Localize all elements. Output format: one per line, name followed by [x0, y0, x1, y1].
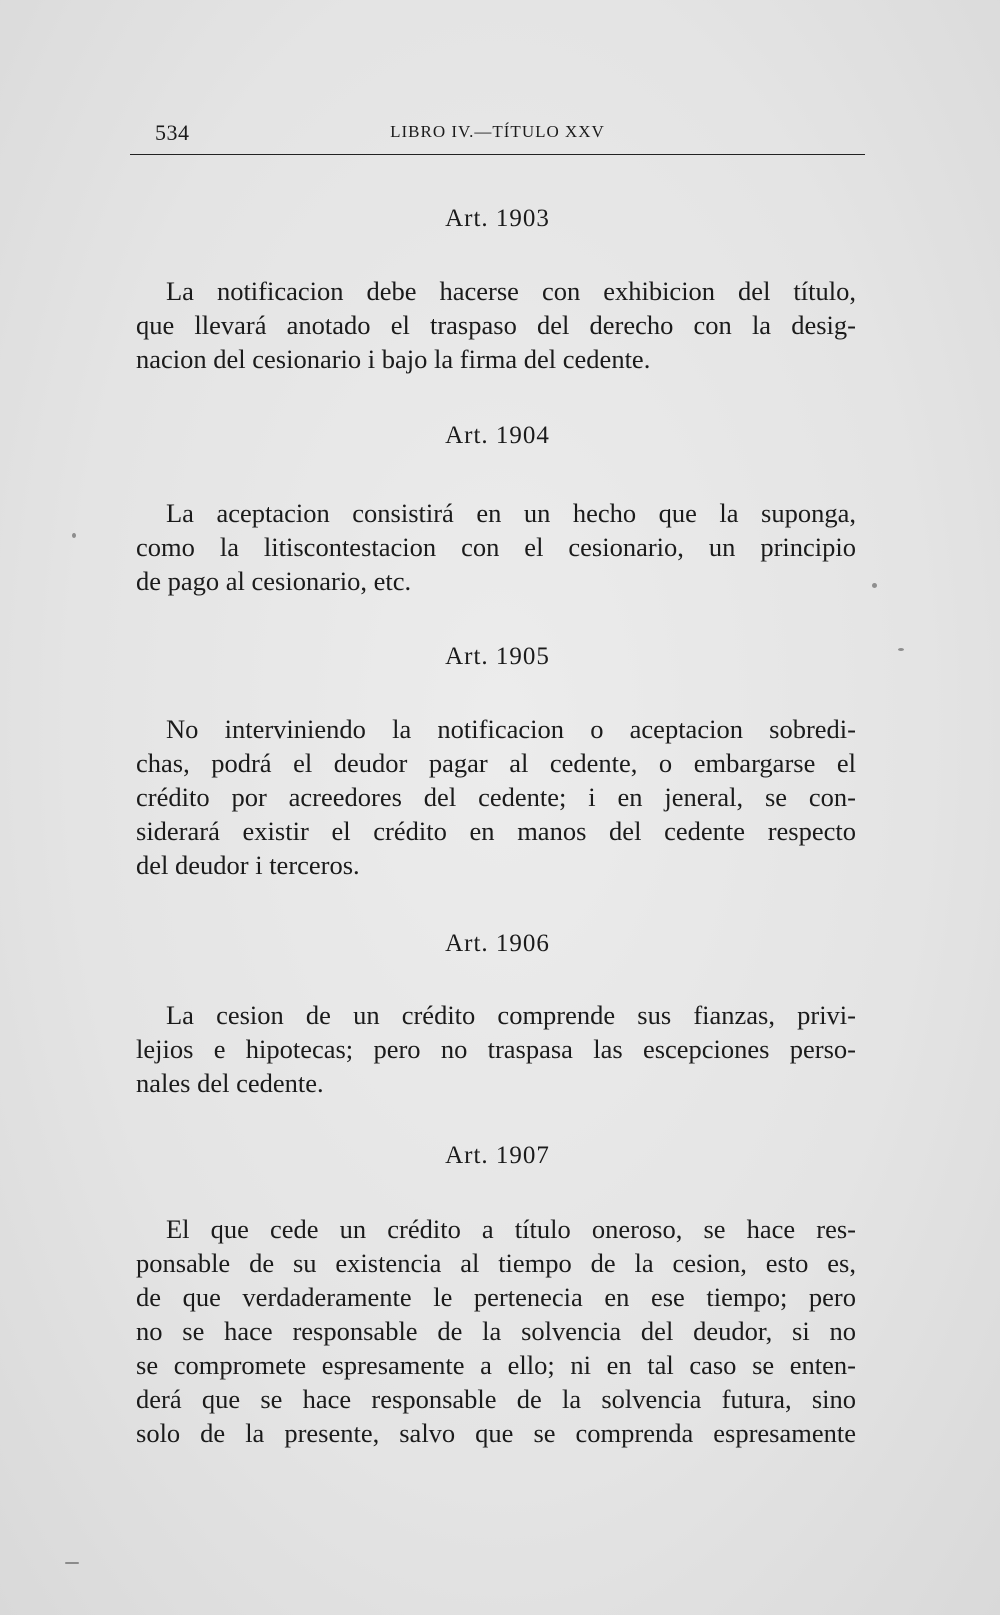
text-line: que llevará anotado el traspaso del derecho con la desig-	[136, 310, 856, 340]
text-line: nales del cedente.	[136, 1068, 324, 1098]
article-text	[136, 712, 856, 882]
running-head: LIBRO IV.—TÍTULO XXV	[390, 122, 605, 141]
page-number: 534	[155, 120, 190, 145]
text-line: No interviniendo la notificacion o aceptacion sobredi-	[166, 714, 856, 744]
article-text	[136, 496, 856, 598]
text-line: siderará existir el crédito en manos del cedente respecto	[136, 816, 856, 846]
text-line: La aceptacion consistirá en un hecho que la suponga,	[166, 498, 856, 528]
article-heading: Art. 1904	[445, 422, 550, 449]
text-line: del deudor i terceros.	[136, 850, 360, 880]
text-line: no se hace responsable de la solvencia del deudor, si no	[136, 1316, 856, 1346]
article-heading: Art. 1906	[445, 930, 550, 957]
text-line: crédito por acreedores del cedente; i en jeneral, se con-	[136, 782, 856, 812]
article-text	[136, 1212, 856, 1450]
article-text	[136, 998, 856, 1100]
header-rule	[130, 154, 865, 155]
text-line: chas, podrá el deudor pagar al cedente, o embargarse el	[136, 748, 856, 778]
text-line: La cesion de un crédito comprende sus fianzas, privi-	[166, 1000, 856, 1030]
article-heading: Art. 1907	[445, 1142, 550, 1169]
paper-speck	[898, 648, 904, 651]
text-line: solo de la presente, salvo que se comprenda espresamente	[136, 1418, 856, 1448]
text-line: de que verdaderamente le pertenecia en ese tiempo; pero	[136, 1282, 856, 1312]
text-line: La notificacion debe hacerse con exhibicion del título,	[166, 276, 856, 306]
paper-speck	[72, 533, 76, 538]
text-line: como la litiscontestacion con el cesionario, un principio	[136, 532, 856, 562]
text-line: de pago al cesionario, etc.	[136, 566, 412, 596]
paper-speck	[65, 1562, 79, 1564]
text-line: ponsable de su existencia al tiempo de la cesion, esto es,	[136, 1248, 856, 1278]
page-header	[130, 120, 865, 156]
text-line: El que cede un crédito a título oneroso, se hace res-	[166, 1214, 856, 1244]
paper-speck	[872, 583, 877, 588]
text-line: nacion del cesionario i bajo la firma del cedente.	[136, 344, 651, 374]
text-line: derá que se hace responsable de la solvencia futura, sino	[136, 1384, 856, 1414]
article-text	[136, 274, 856, 376]
article-heading: Art. 1905	[445, 643, 550, 670]
text-line: se compromete espresamente a ello; ni en tal caso se enten-	[136, 1350, 856, 1380]
article-heading: Art. 1903	[445, 205, 550, 232]
text-line: lejios e hipotecas; pero no traspasa las escepciones perso-	[136, 1034, 856, 1064]
